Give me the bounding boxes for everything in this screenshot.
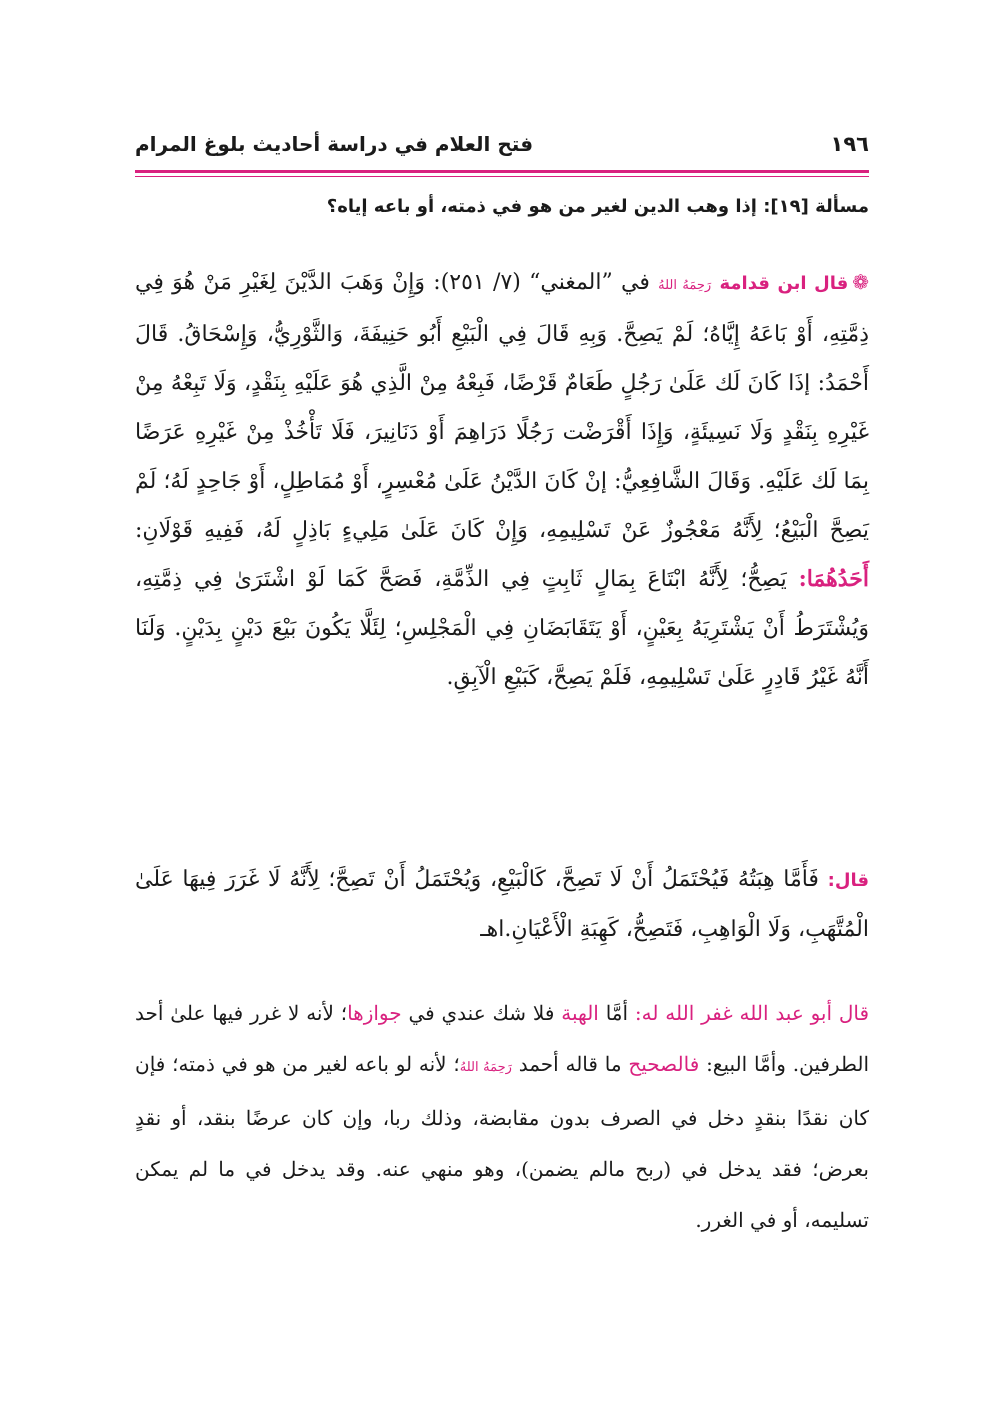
author-term-3: فالصحيح xyxy=(628,1052,700,1076)
comment-text: فَأَمَّا هِبَتُهُ فَيُحْتَمَلُ أَنْ لَا تَصِحَّ، كَالْبَيْعِ، وَيُحْتَمَلُ أَنْ تَصِحَّ؛ لِأَنَّهُ لَا غَرَرَ فِيهَا عَلَىٰ الْمُتَّهَبِ، وَلَا الْوَاهِبِ، فَتَصِحُّ، كَهِبَةِ الْأَعْيَانِ.اهـ xyxy=(135,867,869,942)
honorific-glyph: رَحِمَهُ اللهُ xyxy=(658,278,712,293)
author-honorific-glyph: رَحِمَهُ اللهُ xyxy=(459,1060,512,1075)
quote-speaker: قال ابن قدامة xyxy=(719,273,849,294)
author-text-1: أمَّا xyxy=(605,1001,629,1025)
flower-icon: ❁ xyxy=(852,270,870,294)
quote-text-1: وَإِنْ وَهَبَ الدَّيْنَ لِغَيْرِ مَنْ هُوَ فِي ذِمَّتِهِ، أَوْ بَاعَهُ إِيَّاهُ؛ لَمْ يَصِحَّ. وَبِهِ قَالَ فِي الْبَيْعِ أَبُو حَنِيفَةَ، وَالثَّوْرِيُّ، وَإِسْحَاقُ. قَالَ أَحْمَدُ: إذَا كَانَ لَك عَلَىٰ رَجُلٍ طَعَامٌ قَرْضًا، فَبِعْهُ مِنْ الَّذِي هُوَ عَلَيْهِ بِنَقْدٍ، وَلَا تَبِعْهُ مِنْ غَيْرِهِ بِنَقْدٍ وَلَا نَسِيئَةٍ، وَإِذَا أَقْرَضْت رَجُلًا دَرَاهِمَ أَوْ دَنَانِيرَ، فَلَا تَأْخُذْ مِنْ غَيْرِهِ عَرَضًا بِمَا لَك عَلَيْهِ. وَقَالَ الشَّافِعِيُّ: إنْ كَانَ الدَّيْنُ عَلَىٰ مُعْسِرٍ، أَوْ مُمَاطِلٍ، أَوْ جَاحِدٍ لَهُ؛ لَمْ يَصِحَّ الْبَيْعُ؛ لِأَنَّهُ مَعْجُوزٌ عَنْ تَسْلِيمِهِ، وَإِنْ كَانَ عَلَىٰ مَلِيءٍ بَاذِلٍ لَهُ، فَفِيهِ قَوْلَانِ: xyxy=(135,270,869,543)
page-number: ١٩٦ xyxy=(830,132,869,156)
quote-emphasis: أَحَدُهُمَا: xyxy=(798,566,870,592)
author-text-5: ؛ لأنه لو باعه لغير من هو في ذمته؛ فإن كان نقدًا بنقدٍ دخل في الصرف بدون مقابضة، وذلك ربا، وإن كان عرضًا بنقد، أو نقدٍ بعرض؛ فقد يدخل في (ربح مالم يضمن)، وهو منهي عنه. وقد يدخل في ما لم يمكن تسليمه، أو في الغرر. xyxy=(135,1052,869,1232)
comment-paragraph xyxy=(135,855,869,954)
quote-intro: في ”المغني“ (٧/ ٢٥١): xyxy=(433,270,650,295)
header-rule-thick xyxy=(135,170,869,173)
author-speaker: قال أبو عبد الله غفر الله له: xyxy=(634,1001,870,1025)
author-text-3: ؛ لأنه لا غرر فيها علىٰ أحد الطرفين. وأمَّا البيع: xyxy=(135,1001,870,1076)
comment-label: قال: xyxy=(827,870,869,891)
author-text-2: فلا شك عندي في xyxy=(408,1001,555,1025)
author-note-paragraph xyxy=(135,988,869,1246)
running-title: فتح العلام في دراسة أحاديث بلوغ المرام xyxy=(135,132,534,156)
issue-heading: مسألة [١٩]: إذا وهب الدين لغير من هو في ذمته، أو باعه إياه؟ xyxy=(326,196,869,217)
quote-paragraph xyxy=(135,258,869,702)
page-header xyxy=(135,126,869,166)
author-term-1: الهبة xyxy=(561,1001,599,1025)
quote-text-2: يَصِحُّ؛ لِأَنَّهُ ابْتَاعَ بِمَالٍ ثَابِتٍ فِي الذِّمَّةِ، فَصَحَّ كَمَا لَوْ اشْتَرَىٰ فِي ذِمَّتِهِ، وَيُشْتَرَطُ أَنْ يَشْتَرِيَهُ بِعَيْنٍ، أَوْ يَتَقَابَضَانِ فِي الْمَجْلِسِ؛ لِئَلَّا يَكُونَ بَيْعَ دَيْنٍ بِدَيْنٍ. وَلَنَا أَنَّهُ غَيْرُ قَادِرٍ عَلَىٰ تَسْلِيمِهِ، فَلَمْ يَصِحَّ، كَبَيْعِ الْآبِقِ. xyxy=(135,567,869,690)
author-term-2: جوازها xyxy=(347,1001,402,1025)
header-rule-thin xyxy=(135,176,869,177)
author-text-4: ما قاله أحمد xyxy=(518,1052,622,1076)
